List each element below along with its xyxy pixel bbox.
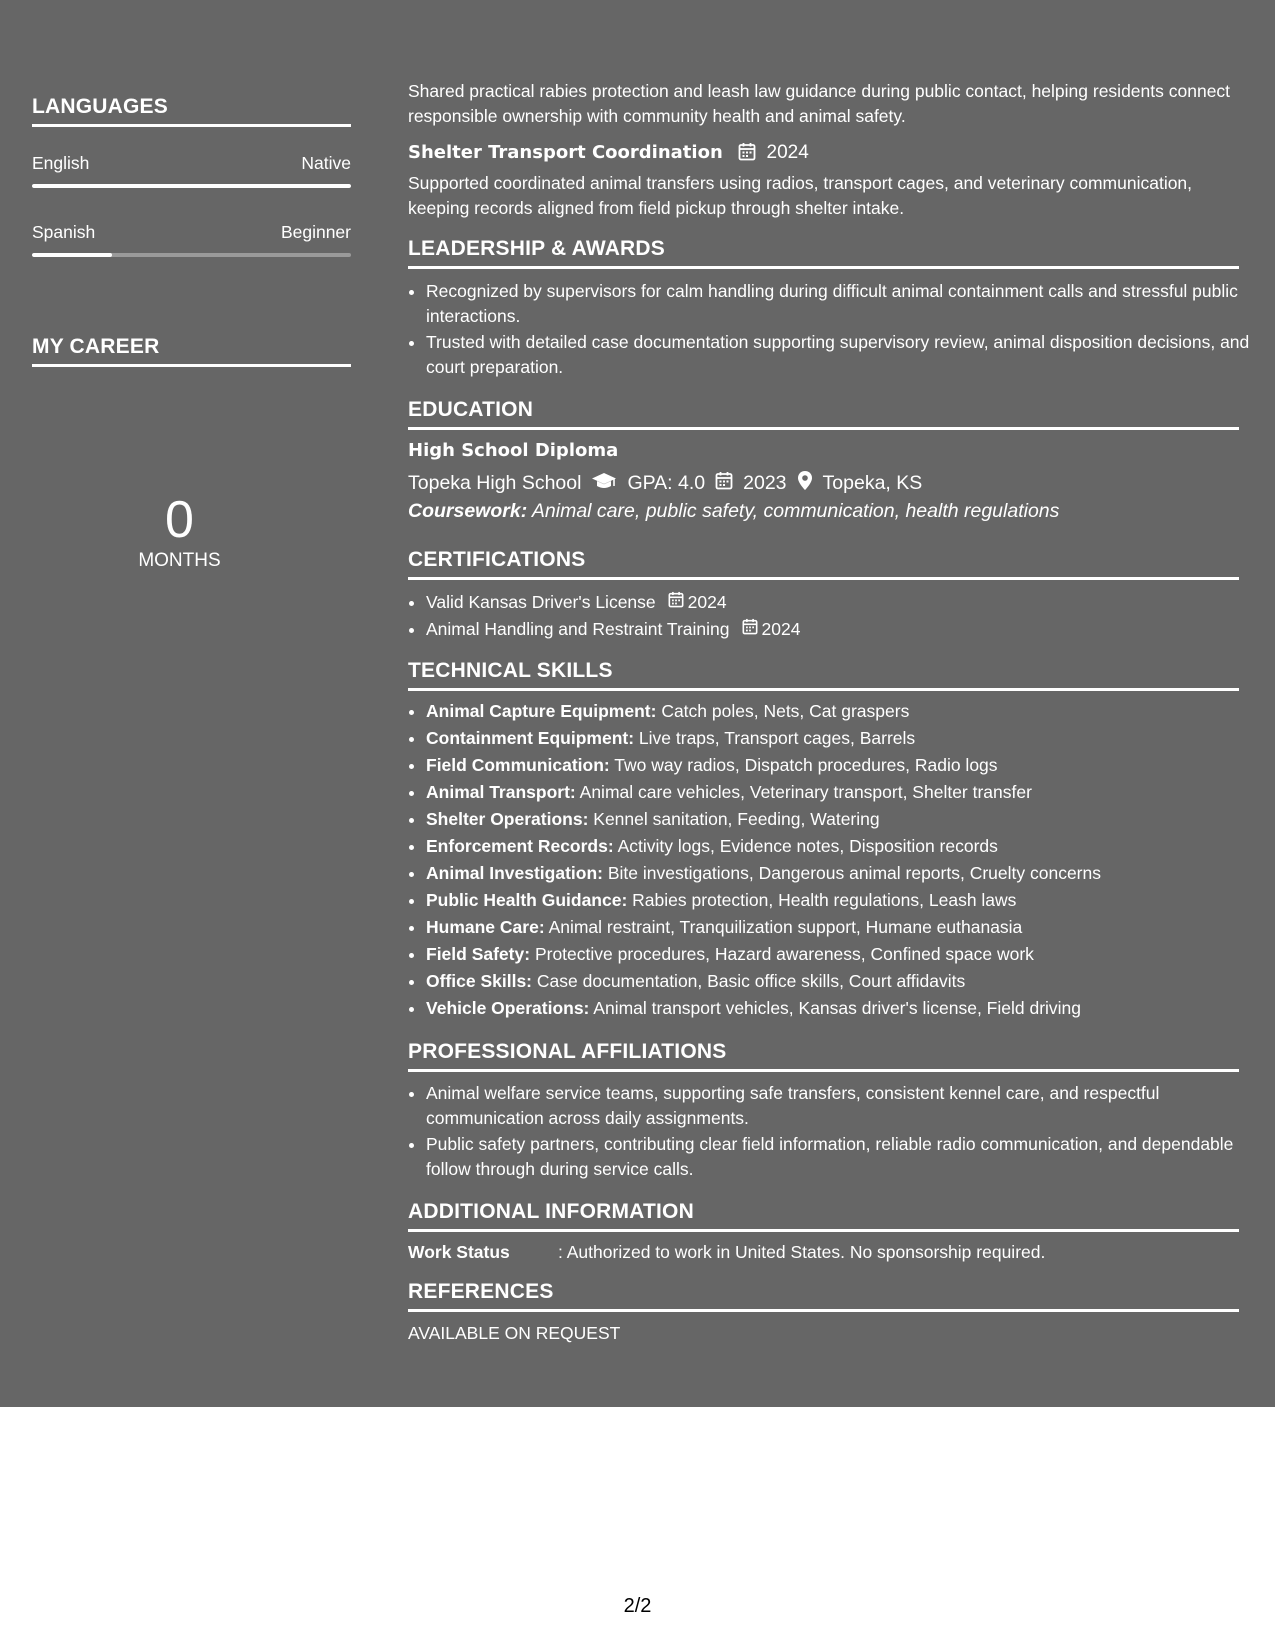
career-value: 0 (165, 491, 194, 549)
project-title: Shelter Transport Coordination (408, 142, 723, 163)
degree-title: High School Diploma (408, 440, 619, 461)
skill-item: • Vehicle Operations: Animal transport vehicles, Kansas driver's license, Field driving (426, 995, 1257, 1022)
affiliations-heading: PROFESSIONAL AFFILIATIONS (408, 1040, 1239, 1072)
language-proficiency-bar (32, 184, 351, 188)
references-text: AVAILABLE ON REQUEST (408, 1323, 621, 1343)
calendar-icon (738, 142, 756, 166)
list-item: • Recognized by supervisors for calm handling during difficult animal containment calls and stressful public interactions. (426, 279, 1257, 328)
certifications-heading: CERTIFICATIONS (408, 548, 1239, 580)
location-pin-icon (797, 470, 813, 497)
certification-year: 2024 (761, 619, 801, 639)
skill-item: • Containment Equipment: Live traps, Transport cages, Barrels (426, 725, 1257, 752)
project-title-row (408, 142, 1239, 166)
list-item (426, 616, 1257, 643)
skill-item: • Animal Capture Equipment: Catch poles, Nets, Cat graspers (426, 698, 1257, 725)
certification-name: • Valid Kansas Driver's License (426, 592, 656, 612)
skill-item: • Office Skills: Case documentation, Basic office skills, Court affidavits (426, 968, 1257, 995)
career-heading: MY CAREER (32, 335, 351, 367)
language-item (32, 153, 351, 174)
project-year: 2024 (766, 142, 809, 163)
language-item (32, 222, 351, 243)
skills-heading: TECHNICAL SKILLS (408, 659, 1239, 691)
language-name: English (32, 153, 90, 173)
certification-year: 2024 (687, 592, 727, 612)
work-status-row (408, 1240, 1239, 1264)
skills-list (408, 698, 1257, 1022)
gpa: GPA: 4.0 (627, 472, 706, 494)
list-item: • Animal welfare service teams, supporting safe transfers, consistent kennel care, and respectful communication across daily assignments. (426, 1081, 1257, 1130)
project-description: Supported coordinated animal transfers using radios, transport cages, and veterinary communication, keeping records aligned from field pickup through shelter intake. (408, 173, 1193, 218)
skill-item: • Enforcement Records: Activity logs, Evidence notes, Disposition records (426, 833, 1257, 860)
skill-item: • Animal Investigation: Bite investigations, Dangerous animal reports, Cruelty concerns (426, 860, 1257, 887)
calendar-icon (715, 471, 733, 496)
skill-item: • Humane Care: Animal restraint, Tranquilization support, Humane euthanasia (426, 914, 1257, 941)
graduation-year: 2023 (743, 472, 787, 494)
calendar-icon (742, 616, 758, 643)
language-proficiency-fill (32, 253, 112, 257)
certification-name: • Animal Handling and Restraint Training (426, 619, 730, 639)
skill-item: • Public Health Guidance: Rabies protection, Health regulations, Leash laws (426, 887, 1257, 914)
leadership-list (408, 279, 1257, 379)
career-unit: MONTHS (138, 550, 221, 571)
page-number: 2/2 (623, 1595, 652, 1617)
calendar-icon (668, 589, 684, 616)
intro-paragraph: Shared practical rabies protection and leash law guidance during public contact, helping residents connect responsible ownership with community health and animal safety. (408, 81, 1231, 126)
languages-heading: LANGUAGES (32, 95, 351, 127)
language-level: Native (301, 153, 351, 173)
education-details (408, 470, 1239, 497)
education-heading: EDUCATION (408, 398, 1239, 430)
certifications-list (408, 589, 1257, 643)
references-heading: REFERENCES (408, 1280, 1239, 1312)
language-proficiency-fill (32, 184, 351, 188)
affiliations-list (408, 1081, 1257, 1181)
coursework-label: Coursework: (408, 500, 528, 522)
language-proficiency-bar (32, 253, 351, 257)
work-status-value: : Authorized to work in United States. No sponsorship required. (558, 1242, 1046, 1262)
coursework (408, 500, 1239, 523)
skill-item: • Animal Transport: Animal care vehicles, Veterinary transport, Shelter transfer (426, 779, 1257, 806)
additional-heading: ADDITIONAL INFORMATION (408, 1200, 1239, 1232)
language-name: Spanish (32, 222, 96, 242)
school-location: Topeka, KS (822, 472, 923, 494)
skill-item: • Shelter Operations: Kennel sanitation, Feeding, Watering (426, 806, 1257, 833)
graduation-cap-icon (591, 472, 617, 496)
coursework-text: Animal care, public safety, communication, health regulations (531, 500, 1060, 522)
language-level: Beginner (280, 222, 351, 242)
school-name: Topeka High School (408, 472, 582, 494)
list-item (426, 589, 1257, 616)
skill-item: • Field Safety: Protective procedures, Hazard awareness, Confined space work (426, 941, 1257, 968)
skill-item: • Field Communication: Two way radios, Dispatch procedures, Radio logs (426, 752, 1257, 779)
list-item: • Public safety partners, contributing clear field information, reliable radio communication, and dependable follow through during service calls. (426, 1132, 1257, 1181)
list-item: • Trusted with detailed case documentation supporting supervisory review, animal disposition decisions, and court preparation. (426, 330, 1257, 379)
work-status-label: Work Status (408, 1242, 510, 1262)
leadership-heading: LEADERSHIP & AWARDS (408, 237, 1239, 269)
